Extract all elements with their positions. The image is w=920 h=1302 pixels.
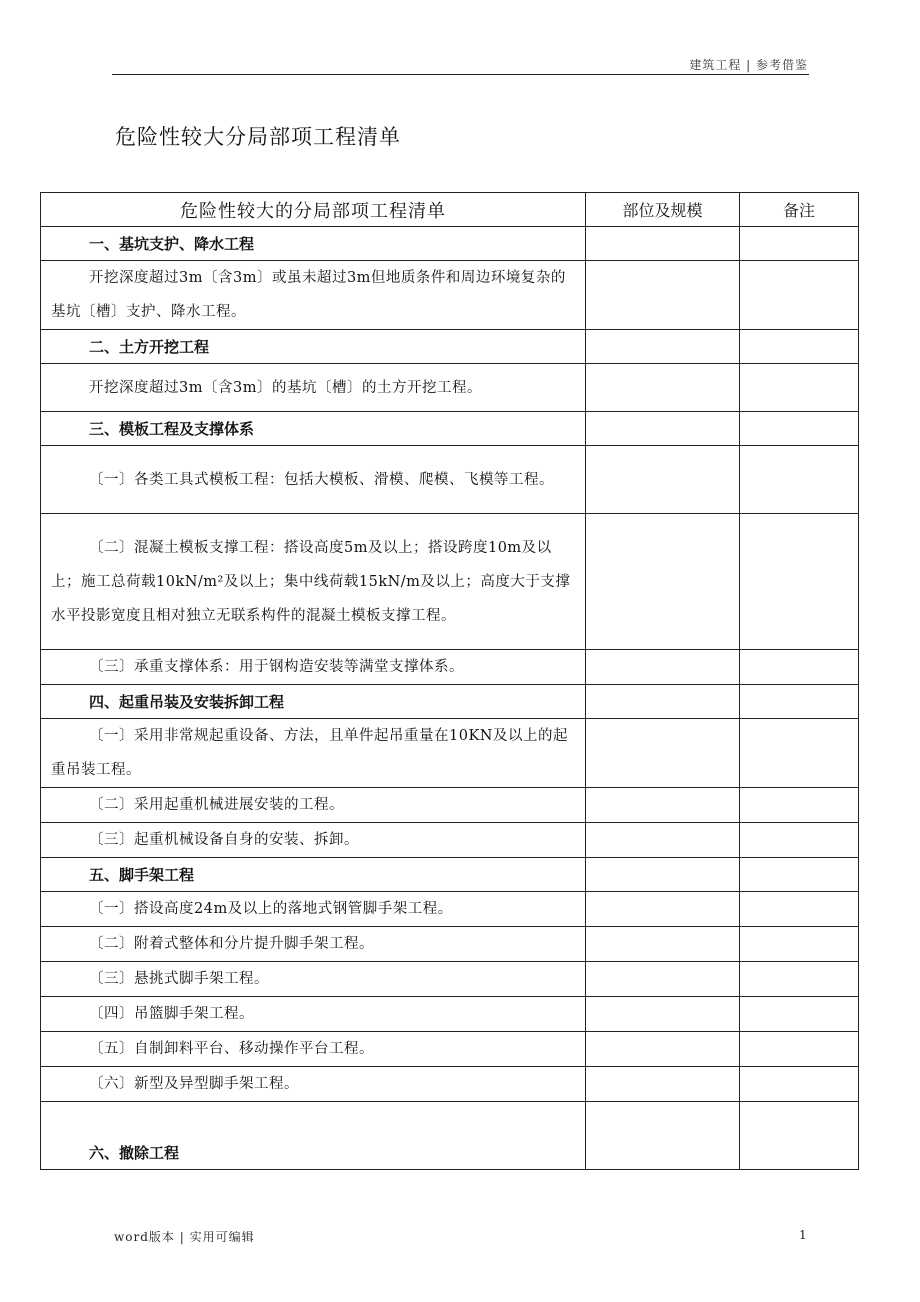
item-text-cell <box>41 261 586 330</box>
scope-cell <box>586 650 740 685</box>
scope-cell <box>586 719 740 788</box>
remarks-cell <box>740 227 859 261</box>
item-text: 〔一〕采用非常规起重设备、方法，且单件起吊重量在10KN及以上的起重吊装工程。 <box>51 728 568 778</box>
document-title: 危险性较大分局部项工程清单 <box>115 125 401 149</box>
item-text: 〔五〕自制卸料平台、移动操作平台工程。 <box>89 1041 374 1057</box>
section-heading-cell: 六、撤除工程 <box>41 1102 586 1170</box>
item-text: 〔六〕新型及异型脚手架工程。 <box>89 1076 299 1092</box>
scope-cell <box>586 261 740 330</box>
item-text-cell <box>41 1067 586 1102</box>
item-text: 〔三〕承重支撑体系：用于钢构造安装等满堂支撑体系。 <box>89 659 464 675</box>
item-text: 〔一〕搭设高度24m及以上的落地式钢管脚手架工程。 <box>89 901 453 917</box>
item-text-cell <box>41 364 586 412</box>
section-heading-cell: 三、模板工程及支撑体系 <box>41 412 586 446</box>
item-text-cell <box>41 1032 586 1067</box>
remarks-cell <box>740 446 859 514</box>
scope-cell <box>586 788 740 823</box>
section-heading-cell: 五、脚手架工程 <box>41 858 586 892</box>
scope-cell <box>586 892 740 927</box>
table-row-section <box>41 1102 859 1170</box>
table-row-item <box>41 446 859 514</box>
table-row-item <box>41 823 859 858</box>
item-text-cell <box>41 446 586 514</box>
table-row-item <box>41 719 859 788</box>
remarks-cell <box>740 364 859 412</box>
remarks-cell <box>740 685 859 719</box>
item-text: 〔一〕各类工具式模板工程：包括大模板、滑模、爬模、飞模等工程。 <box>89 471 554 488</box>
item-text: 〔二〕采用起重机械进展安装的工程。 <box>89 797 344 813</box>
scope-cell <box>586 514 740 650</box>
table-row-section <box>41 685 859 719</box>
scope-cell <box>586 685 740 719</box>
table-row-item <box>41 927 859 962</box>
table-row-section <box>41 330 859 364</box>
scope-cell <box>586 412 740 446</box>
table-row-section <box>41 227 859 261</box>
scope-cell <box>586 330 740 364</box>
remarks-cell <box>740 719 859 788</box>
table-row-item <box>41 1032 859 1067</box>
page-number: 1 <box>799 1228 807 1242</box>
item-text: 〔二〕混凝土模板支撑工程：搭设高度5m及以上；搭设跨度10m及以上；施工总荷载10kN/m²及以上；集中线荷载15kN/m及以上；高度大于支撑水平投影宽度且相对独立无联系构件的混凝土模板支撑工程。 <box>51 539 571 624</box>
item-text: 〔三〕悬挑式脚手架工程。 <box>89 971 269 987</box>
table-row-item <box>41 997 859 1032</box>
table-row-section <box>41 412 859 446</box>
item-text-cell <box>41 650 586 685</box>
hazard-project-table <box>40 192 859 1170</box>
section-heading-cell: 四、起重吊装及安装拆卸工程 <box>41 685 586 719</box>
item-text-cell <box>41 788 586 823</box>
item-text-cell <box>41 892 586 927</box>
header-divider <box>112 74 809 75</box>
item-text: 〔二〕附着式整体和分片提升脚手架工程。 <box>89 936 374 952</box>
remarks-cell <box>740 1067 859 1102</box>
remarks-cell <box>740 997 859 1032</box>
item-text-cell <box>41 927 586 962</box>
scope-cell <box>586 1067 740 1102</box>
section-heading-cell: 二、土方开挖工程 <box>41 330 586 364</box>
item-text-cell <box>41 823 586 858</box>
item-text-cell <box>41 719 586 788</box>
remarks-cell <box>740 1032 859 1067</box>
scope-cell <box>586 962 740 997</box>
scope-cell <box>586 858 740 892</box>
table-row-item <box>41 261 859 330</box>
item-text: 〔三〕起重机械设备自身的安装、拆卸。 <box>89 832 359 848</box>
remarks-cell <box>740 927 859 962</box>
item-text-cell <box>41 997 586 1032</box>
item-text: 开挖深度超过3m〔含3m〕的基坑〔槽〕的土方开挖工程。 <box>89 379 482 396</box>
scope-cell <box>586 823 740 858</box>
remarks-cell <box>740 962 859 997</box>
item-text-cell <box>41 514 586 650</box>
scope-cell <box>586 1032 740 1067</box>
table-row-item <box>41 892 859 927</box>
scope-cell <box>586 364 740 412</box>
remarks-cell <box>740 412 859 446</box>
col-header-remarks: 备注 <box>740 193 859 227</box>
col-header-list: 危险性较大的分局部项工程清单 <box>41 193 586 227</box>
table-row-item <box>41 1067 859 1102</box>
remarks-cell <box>740 514 859 650</box>
table-row-item <box>41 962 859 997</box>
header-text: 建筑工程 | 参考借鉴 <box>689 58 808 72</box>
scope-cell <box>586 227 740 261</box>
table-row-section <box>41 858 859 892</box>
col-header-scope: 部位及规模 <box>586 193 740 227</box>
table-body <box>41 227 859 1170</box>
remarks-cell <box>740 330 859 364</box>
scope-cell <box>586 1102 740 1170</box>
remarks-cell <box>740 1102 859 1170</box>
item-text: 〔四〕吊篮脚手架工程。 <box>89 1006 254 1022</box>
scope-cell <box>586 927 740 962</box>
table-row-item <box>41 650 859 685</box>
item-text-cell <box>41 962 586 997</box>
remarks-cell <box>740 892 859 927</box>
scope-cell <box>586 446 740 514</box>
section-heading-cell: 一、基坑支护、降水工程 <box>41 227 586 261</box>
remarks-cell <box>740 858 859 892</box>
scope-cell <box>586 997 740 1032</box>
table-row-item <box>41 514 859 650</box>
table-row-item <box>41 788 859 823</box>
remarks-cell <box>740 650 859 685</box>
table-row-item <box>41 364 859 412</box>
remarks-cell <box>740 823 859 858</box>
remarks-cell <box>740 788 859 823</box>
footer-text: word版本 | 实用可编辑 <box>114 1230 255 1244</box>
table-header-row <box>41 193 859 227</box>
remarks-cell <box>740 261 859 330</box>
item-text: 开挖深度超过3m〔含3m〕或虽未超过3m但地质条件和周边环境复杂的基坑〔槽〕支护、降水工程。 <box>51 270 566 320</box>
